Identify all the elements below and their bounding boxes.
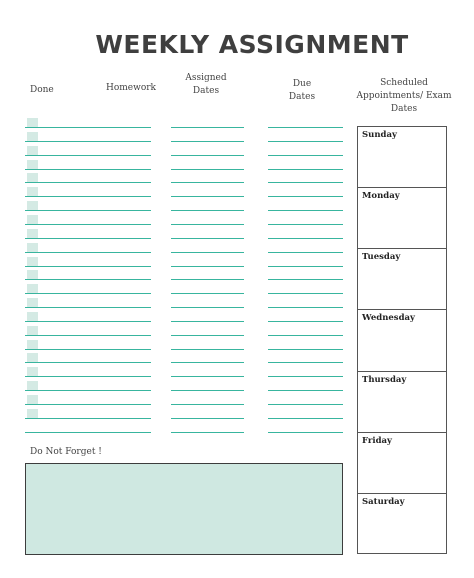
homework-line[interactable]: [25, 335, 151, 336]
homework-line[interactable]: [25, 349, 151, 350]
assigned-date-line[interactable]: [171, 418, 244, 419]
due-date-line[interactable]: [268, 432, 343, 433]
assigned-date-line[interactable]: [171, 169, 244, 170]
day-cell[interactable]: [358, 433, 446, 494]
day-label: Monday: [362, 191, 400, 202]
homework-line[interactable]: [25, 141, 151, 142]
day-label: Sunday: [362, 130, 397, 140]
assigned-date-line[interactable]: [171, 182, 244, 183]
homework-column-header: Homework: [105, 83, 156, 93]
homework-line[interactable]: [25, 293, 151, 294]
day-label: Wednesday: [362, 313, 415, 324]
homework-line[interactable]: [25, 376, 151, 377]
homework-line[interactable]: [25, 307, 151, 308]
assigned-date-line[interactable]: [171, 196, 244, 197]
due-date-line[interactable]: [268, 404, 343, 405]
homework-line[interactable]: [25, 155, 151, 156]
day-cell[interactable]: [358, 127, 446, 188]
day-cell[interactable]: [358, 188, 446, 249]
due-date-line[interactable]: [268, 155, 343, 156]
homework-line[interactable]: [25, 362, 151, 363]
due-date-line[interactable]: [268, 238, 343, 239]
due-date-line[interactable]: [268, 335, 343, 336]
assigned-date-line[interactable]: [171, 321, 244, 322]
due-date-line[interactable]: [268, 390, 343, 391]
homework-line[interactable]: [25, 266, 151, 267]
due-date-line[interactable]: [268, 293, 343, 294]
days-table: [357, 126, 447, 554]
day-label: Friday: [362, 435, 392, 446]
homework-line[interactable]: [25, 210, 151, 211]
assigned-date-line[interactable]: [171, 141, 244, 142]
due-date-line[interactable]: [268, 224, 343, 225]
due-date-line[interactable]: [268, 321, 343, 322]
assigned-date-line[interactable]: [171, 238, 244, 239]
assigned-date-line[interactable]: [171, 349, 244, 350]
assigned-dates-column-header: Assigned Dates: [185, 73, 227, 96]
assigned-date-line[interactable]: [171, 155, 244, 156]
due-date-line[interactable]: [268, 266, 343, 267]
homework-line[interactable]: [25, 321, 151, 322]
day-cell[interactable]: [358, 494, 446, 555]
assigned-date-line[interactable]: [171, 307, 244, 308]
homework-line[interactable]: [25, 238, 151, 239]
homework-line[interactable]: [25, 252, 151, 253]
assigned-date-line[interactable]: [171, 266, 244, 267]
assigned-date-line[interactable]: [171, 252, 244, 253]
assigned-date-line[interactable]: [171, 362, 244, 363]
scheduled-column-header: Scheduled Appointments/ Exam Dates: [356, 78, 452, 114]
do-not-forget-label: Do Not Forget !: [30, 447, 102, 457]
assigned-date-line[interactable]: [171, 376, 244, 377]
due-date-line[interactable]: [268, 210, 343, 211]
due-date-line[interactable]: [268, 418, 343, 419]
due-date-line[interactable]: [268, 349, 343, 350]
due-dates-column-header: Due Dates: [288, 79, 316, 102]
homework-line[interactable]: [25, 169, 151, 170]
homework-line[interactable]: [25, 279, 151, 280]
day-cell[interactable]: [358, 310, 446, 371]
do-not-forget-notes-box[interactable]: [25, 463, 343, 555]
day-label: Tuesday: [362, 252, 401, 263]
due-date-line[interactable]: [268, 307, 343, 308]
page-title: WEEKLY ASSIGNMENT: [95, 30, 409, 59]
assigned-date-line[interactable]: [171, 127, 244, 128]
due-date-line[interactable]: [268, 362, 343, 363]
due-date-line[interactable]: [268, 141, 343, 142]
due-date-line[interactable]: [268, 127, 343, 128]
assigned-date-line[interactable]: [171, 335, 244, 336]
assigned-date-line[interactable]: [171, 224, 244, 225]
day-label: Saturday: [362, 496, 405, 507]
day-cell[interactable]: [358, 249, 446, 310]
due-date-line[interactable]: [268, 279, 343, 280]
day-cell[interactable]: [358, 372, 446, 433]
assigned-date-line[interactable]: [171, 404, 244, 405]
due-date-line[interactable]: [268, 376, 343, 377]
homework-line[interactable]: [25, 418, 151, 419]
homework-line[interactable]: [25, 224, 151, 225]
assigned-date-line[interactable]: [171, 432, 244, 433]
homework-line[interactable]: [25, 182, 151, 183]
due-date-line[interactable]: [268, 252, 343, 253]
homework-line[interactable]: [25, 390, 151, 391]
assigned-date-line[interactable]: [171, 279, 244, 280]
due-date-line[interactable]: [268, 196, 343, 197]
assigned-date-line[interactable]: [171, 390, 244, 391]
due-date-line[interactable]: [268, 169, 343, 170]
day-label: Thursday: [362, 374, 407, 385]
assigned-date-line[interactable]: [171, 293, 244, 294]
homework-line[interactable]: [25, 196, 151, 197]
homework-line[interactable]: [25, 404, 151, 405]
homework-line[interactable]: [25, 432, 151, 433]
done-column-header: Done: [30, 85, 54, 95]
due-date-line[interactable]: [268, 182, 343, 183]
assigned-date-line[interactable]: [171, 210, 244, 211]
homework-line[interactable]: [25, 127, 151, 128]
